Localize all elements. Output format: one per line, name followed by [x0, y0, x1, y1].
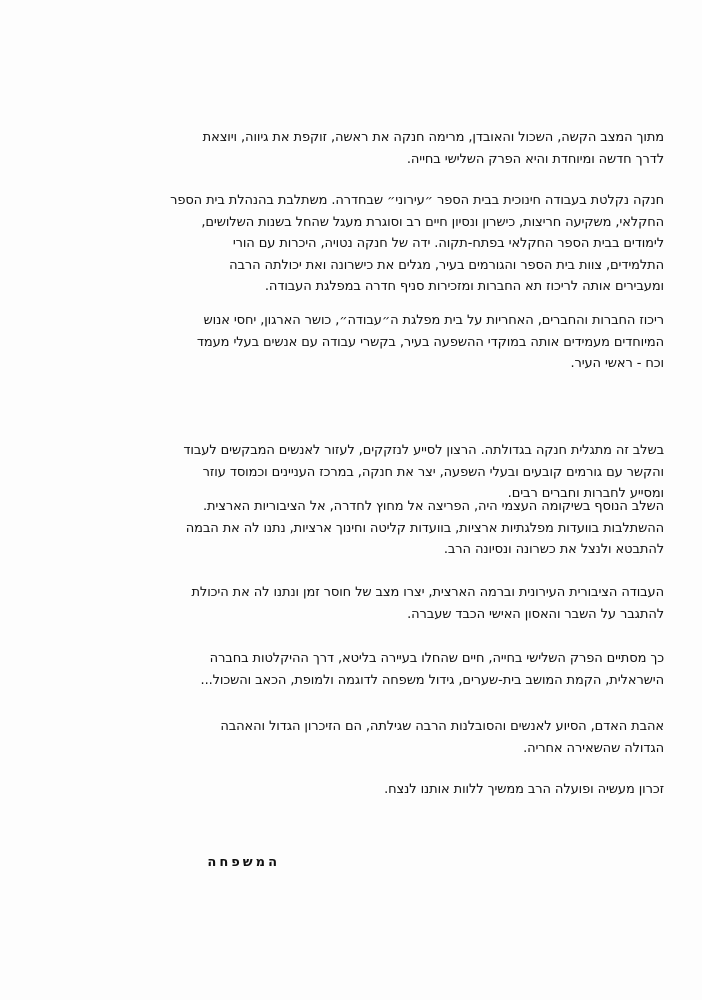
paragraph-line: ריכוז החברות והחברים, האחריות על בית מפלגת ה״עבודה״, כושר הארגון, יחסי אנוש: [203, 313, 664, 328]
paragraph-line: ההשתלבות בוועדות מפלגתיות ארציות, בוועדות קליטה וחינוך ארציות, נתנו לה את הבמה: [185, 520, 664, 536]
paragraph-line: לדרך חדשה ומיוחדת והיא הפרק השלישי בחייה.: [406, 151, 664, 167]
paragraph-line: בשלב זה מתגלית חנקה בגדולתה. הרצון לסייע לנזקקים, לעזור לאנשים המבקשים לעבוד: [183, 443, 664, 458]
paragraph-line: המיוחדים מעמידים אותה במוקדי ההשפעה בעיר, בקשרי עבודה עם אנשים בעלי מעמד: [196, 334, 664, 350]
paragraph-line: התלמידים, צוות בית הספר והגורמים בעיר, מגלים את כישרונה ואת יכולתה הרבה: [229, 257, 664, 273]
paragraph-line: החקלאי, משקיעה חריצות, כישרון ונסיון חיים רב וסוגרת מעגל שהחל בשנות השלושים,: [201, 214, 664, 230]
paragraph-line: לימודים בבית הספר החקלאי בפתח-תקוה. ידה של חנקה נטויה, היכרות עם הורי: [232, 236, 664, 251]
paragraph-6: [32, 582, 664, 625]
paragraph-line: הישראלית, הקמת המושב בית-שערים, גידול משפחה לדוגמה ולמופת, הכאב והשכול...: [200, 672, 664, 688]
signature: המשפחה: [207, 855, 280, 870]
paragraph-7: [32, 648, 664, 691]
paragraph-line: והקשר עם גורמים קובעים ובעלי השפעה, יצר את חנקה, במרכז העניינים וכמוסד עוזר: [202, 464, 664, 480]
paragraph-line: חנקה נקלטת בעבודה חינוכית בבית הספר ״עירוני״ שבחדרה. משתלבת בהנהלת בית הספר: [170, 193, 664, 208]
paragraph-4: [32, 440, 664, 505]
paragraph-line: ומעבירים אותה לריכוז תא החברות ומזכירות סניף חדרה במפלגת העבודה.: [264, 279, 664, 294]
paragraph-line: אהבת האדם, הסיוע לאנשים והסובלנות הרבה שגילתה, הם הזיכרון הגדול והאהבה: [220, 719, 664, 734]
paragraph-3: [32, 310, 664, 375]
paragraph-5: [32, 496, 664, 561]
paragraph-line: להתגבר על השבר והאסון האישי הכבד שעברה.: [407, 606, 664, 622]
paragraph-9: [32, 779, 664, 801]
paragraph-line: כך מסתיים הפרק השלישי בחייה, חיים שהחלו בעיירה בליטא, דרך ההיקלטות בחברה: [209, 651, 664, 666]
paragraph-1: [32, 127, 664, 170]
paragraph-line: הגדולה שהשאירה אחריה.: [523, 740, 664, 756]
paragraph-line: העבודה הציבורית העירונית וברמה הארצית, יצרו מצב של חוסר זמן ונתנו לה את היכולת: [191, 585, 664, 600]
paragraph-line: זכרון מעשיה ופועלה הרב ממשיך ללוות אותנו לנצח.: [384, 782, 664, 797]
paragraph-line: וכח - ראשי העיר.: [570, 356, 664, 371]
paragraph-8: [32, 716, 664, 759]
paragraph-2: [32, 190, 664, 298]
paragraph-line: מתוך המצב הקשה, השכול והאובדן, מרימה חנקה את ראשה, זוקפת את גיווה, ויוצאת: [202, 130, 664, 145]
paragraph-line: להתבטא ולנצל את כשרונה ונסיונה הרב.: [443, 542, 664, 557]
paragraph-line: השלב הנוסף בשיקומה העצמי היה, הפריצה אל מחוץ לחדרה, אל הציבוריות הארצית.: [202, 499, 664, 514]
paragraph-line: ומסייע לחברות וחברים רבים.: [507, 486, 664, 501]
